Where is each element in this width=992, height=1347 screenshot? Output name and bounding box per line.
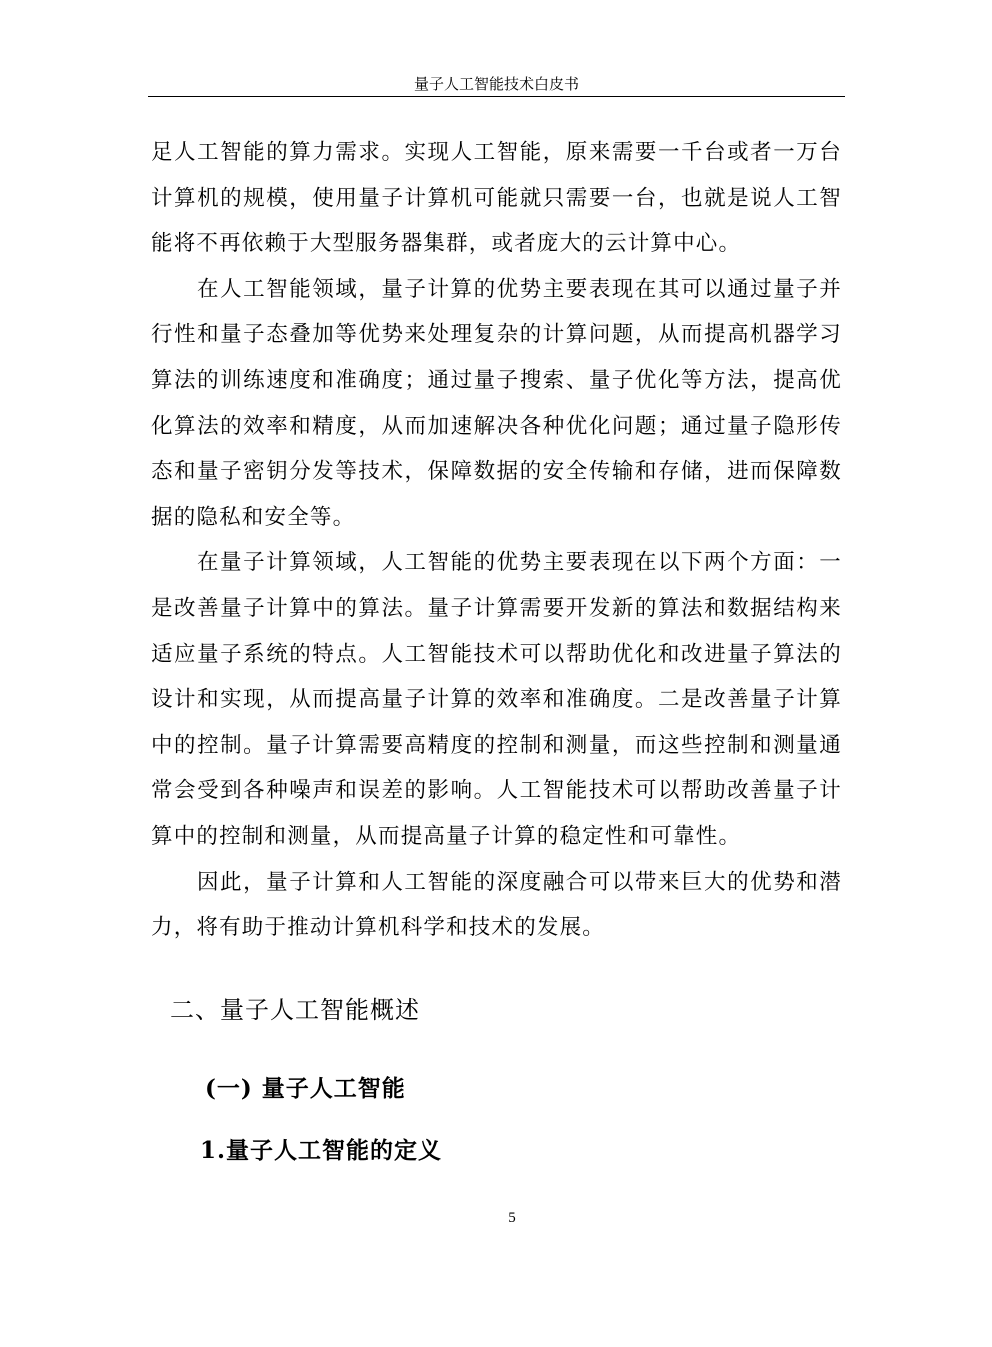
paragraph-conclusion: 因此，量子计算和人工智能的深度融合可以带来巨大的优势和潜力，将有助于推动计算机科学和技术的发展。 xyxy=(151,869,842,941)
paragraph-quantum-domain: 在量子计算领域，人工智能的优势主要表现在以下两个方面：一是改善量子计算中的算法。量子计算需要开发新的算法和数据结构来适应量子系统的特点。人工智能技术可以帮助优化和改进量子算法的设计和实现，从而提高量子计算的效率和准确度。二是改善量子计算中的控制。量子计算需要高精度的控制和测量，而这些控制和测量通常会受到各种噪声和误差的影响。人工智能技术可以帮助改善量子计算中的控制和测量，从而提高量子计算的稳定性和可靠性。 xyxy=(151,550,842,849)
subsection-heading: (一) 量子人工智能 xyxy=(205,1075,406,1102)
body-text xyxy=(151,130,842,951)
paragraph-continued: 足人工智能的算力需求。实现人工智能，原来需要一千台或者一万台计算机的规模，使用量子计算机可能就只需要一台，也就是说人工智能将不再依赖于大型服务器集群，或者庞大的云计算中心。 xyxy=(151,140,842,257)
subsubsection-heading: 1.量子人工智能的定义 xyxy=(200,1137,443,1164)
paragraph-ai-domain: 在人工智能领域，量子计算的优势主要表现在其可以通过量子并行性和量子态叠加等优势来处理复杂的计算问题，从而提高机器学习算法的训练速度和准确度；通过量子搜索、量子优化等方法，提高优化算法的效率和精度，从而加速解决各种优化问题；通过量子隐形传态和量子密钥分发等技术，保障数据的安全传输和存储，进而保障数据的隐私和安全等。 xyxy=(151,276,842,530)
page-number: 5 xyxy=(508,1210,516,1226)
running-header xyxy=(148,74,845,97)
header-title: 量子人工智能技术白皮书 xyxy=(413,75,579,93)
section-heading: 二、量子人工智能概述 xyxy=(170,996,420,1024)
